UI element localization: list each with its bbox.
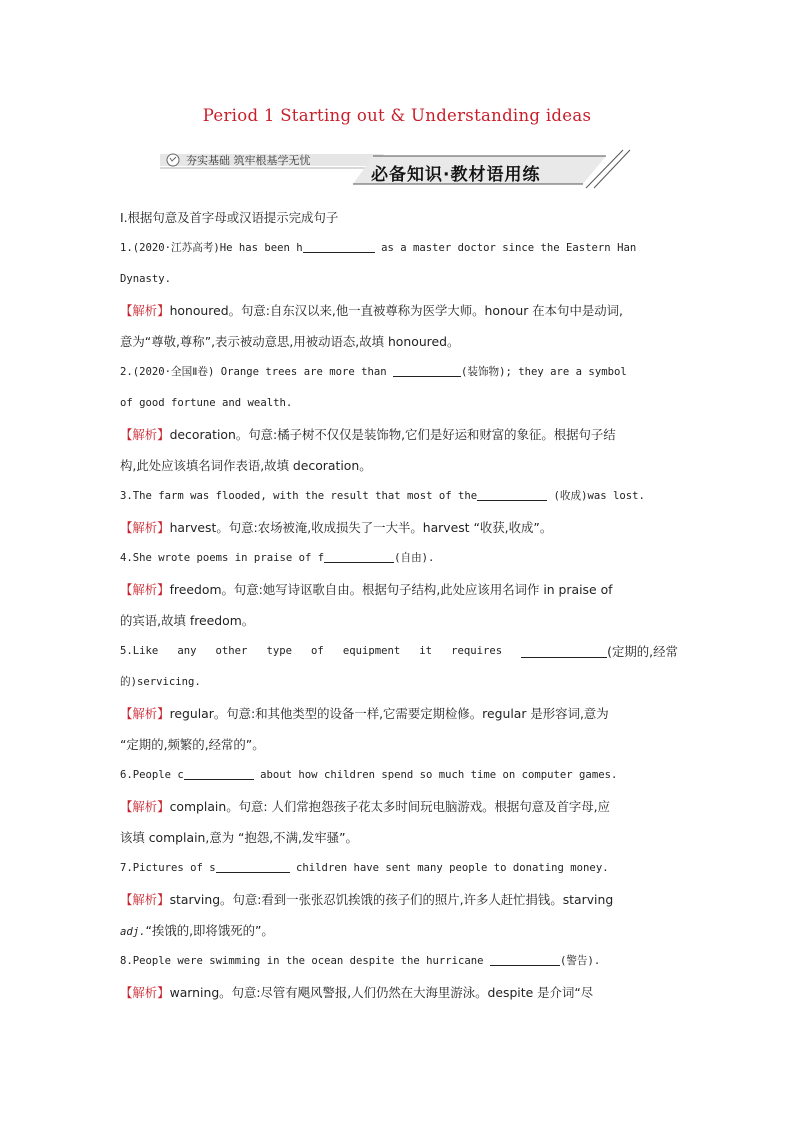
answer-4-cont: 的宾语,故填 freedom。 — [120, 613, 255, 628]
answer-blank[interactable] — [521, 644, 607, 658]
section-heading: Ⅰ.根据句意及首字母或汉语提示完成句子 — [120, 210, 339, 225]
question-2-cont: of good fortune and wealth. — [120, 397, 293, 409]
answer-blank[interactable] — [490, 952, 560, 966]
answer-blank[interactable] — [303, 239, 375, 253]
answer-6-cont: 该填 complain,意为 “抱怨,不满,发牢骚”。 — [120, 830, 358, 845]
analysis-label: 【解析】 — [120, 706, 170, 721]
answer-7: 【解析】starving。句意:看到一张张忍饥挨饿的孩子们的照片,许多人赶忙捐钱。starving — [120, 892, 614, 907]
banner-left-text: 夯实基础 筑牢根基学无忧 — [186, 154, 311, 167]
answer-blank[interactable] — [184, 766, 254, 780]
analysis-label: 【解析】 — [120, 427, 170, 442]
answer-2: 【解析】decoration。句意:橘子树不仅仅是装饰物,它们是好运和财富的象征。根据句子结 — [120, 427, 616, 442]
question-1-cont: Dynasty. — [120, 273, 172, 285]
analysis-label: 【解析】 — [120, 985, 170, 1000]
question-1: 1.(2020·江苏高考)He has been h as a master doctor since the Eastern Han — [120, 233, 678, 264]
question-3: 3.The farm was flooded, with the result that most of the (收成)was lost. — [120, 481, 678, 512]
analysis-label: 【解析】 — [120, 520, 170, 535]
analysis-label: 【解析】 — [120, 303, 170, 318]
analysis-label: 【解析】 — [120, 799, 170, 814]
answer-5-cont: “定期的,频繁的,经常的”。 — [120, 737, 265, 752]
question-2: 2.(2020·全国Ⅱ卷) Orange trees are more than (装饰物); they are a symbol — [120, 357, 678, 388]
banner-right-text: 必备知识·教材语用练 — [371, 165, 541, 185]
answer-7-cont: adj.“挨饿的,即将饿死的”。 — [120, 923, 274, 938]
question-4: 4.She wrote poems in praise of f (自由). — [120, 543, 678, 574]
analysis-label: 【解析】 — [120, 892, 170, 907]
answer-4: 【解析】freedom。句意:她写诗讴歌自由。根据句子结构,此处应该用名词作 in praise of — [120, 582, 613, 597]
answer-5: 【解析】regular。句意:和其他类型的设备一样,它需要定期检修。regular 是形容词,意为 — [120, 706, 609, 721]
answer-blank[interactable] — [324, 549, 394, 563]
answer-2-cont: 构,此处应该填名词作表语,故填 decoration。 — [120, 458, 372, 473]
question-8: 8.People were swimming in the ocean despite the hurricane (警告). — [120, 946, 678, 977]
section-banner — [158, 146, 633, 190]
analysis-label: 【解析】 — [120, 582, 170, 597]
answer-blank[interactable] — [393, 363, 461, 377]
question-7: 7.Pictures of s children have sent many people to donating money. — [120, 853, 678, 884]
exercise-content — [120, 202, 678, 1008]
answer-1: 【解析】honoured。句意:自东汉以来,他一直被尊称为医学大师。honour 在本句中是动词, — [120, 303, 623, 318]
answer-blank[interactable] — [216, 859, 290, 873]
question-6: 6.People c about how children spend so much time on computer games. — [120, 760, 678, 791]
question-5: 5.Like any other type of equipment it requires (定期的,经常 — [120, 644, 678, 659]
page-title: Period 1 Starting out & Understanding ideas — [202, 106, 592, 125]
answer-3: 【解析】harvest。句意:农场被淹,收成损失了一大半。harvest “收获,收成”。 — [120, 520, 553, 535]
answer-blank[interactable] — [477, 487, 547, 501]
answer-1-cont: 意为“尊敬,尊称”,表示被动意思,用被动语态,故填 honoured。 — [120, 334, 460, 349]
question-5-cont: 的)servicing. — [120, 676, 201, 688]
answer-8: 【解析】warning。句意:尽管有飓风警报,人们仍然在大海里游泳。despite 是介词“尽 — [120, 985, 594, 1000]
answer-6: 【解析】complain。句意: 人们常抱怨孩子花太多时间玩电脑游戏。根据句意及首字母,应 — [120, 799, 610, 814]
